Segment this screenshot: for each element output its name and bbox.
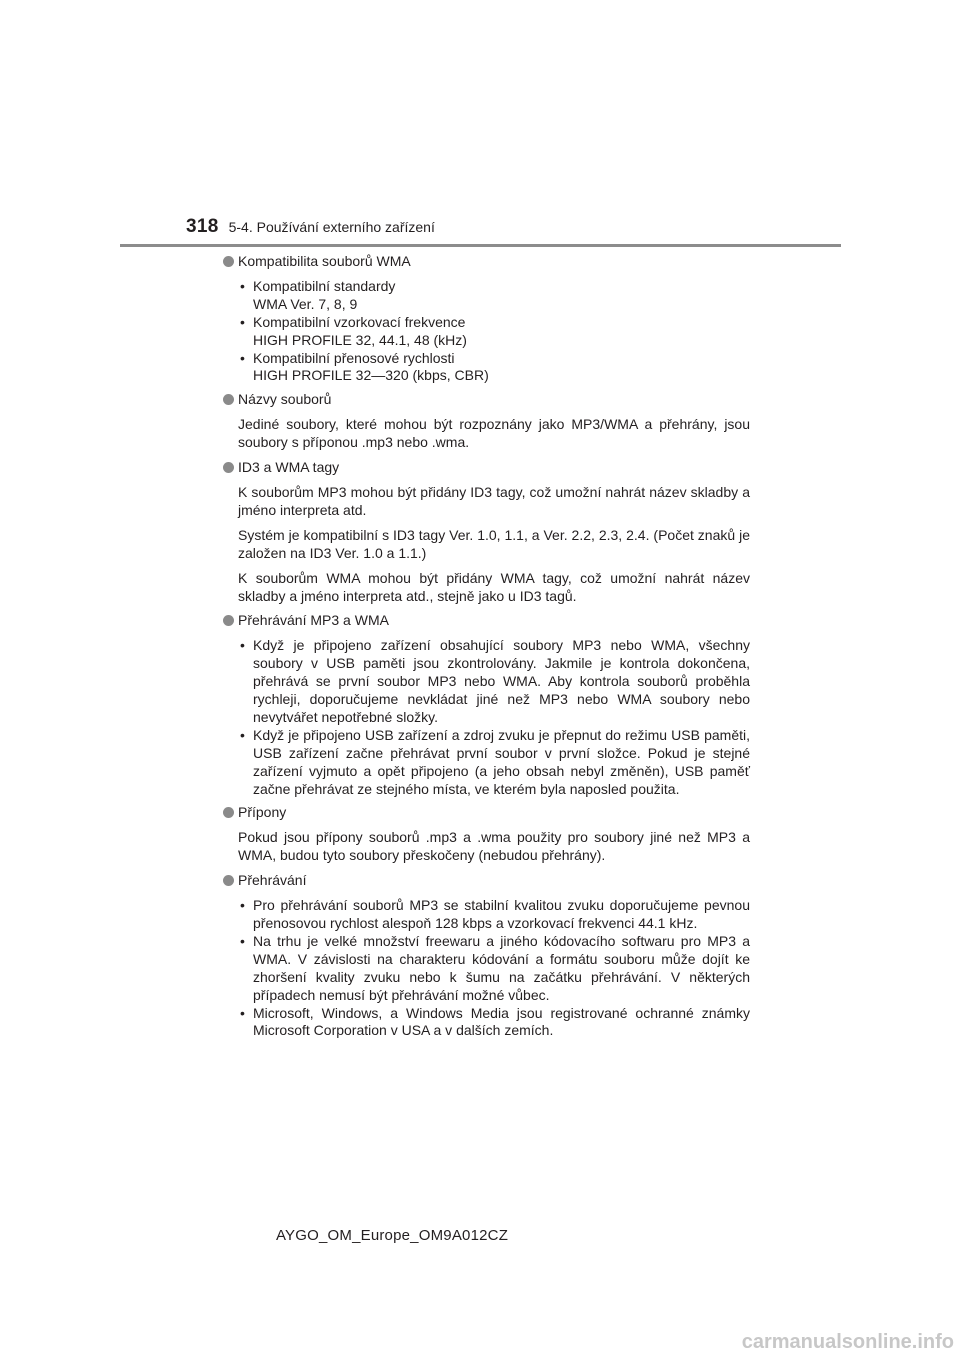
section-body <box>223 416 750 452</box>
section-playback <box>223 872 750 1040</box>
section-heading: Názvy souborů <box>223 391 750 409</box>
section-body <box>223 829 750 865</box>
section-body <box>223 278 750 385</box>
list-item: • Kompatibilní vzorkovací frekvence HIGH PROFILE 32, 44.1, 48 (kHz) <box>240 313 467 348</box>
section-body <box>223 637 750 798</box>
list-item: • Microsoft, Windows, a Windows Media jsou registrované ochranné známky Microsoft Corporation v USA a v dalších zemích. <box>240 1004 750 1039</box>
bullet-dot-icon: • <box>240 277 245 294</box>
circle-bullet-icon <box>223 462 234 473</box>
header-rule <box>120 244 841 247</box>
circle-bullet-icon <box>223 394 234 405</box>
circle-bullet-icon <box>223 256 234 267</box>
list-item: • Když je připojeno zařízení obsahující soubory MP3 nebo WMA, všechny soubory v USB paměti jsou zkontrolovány. Jakmile je kontrola dokončena, přehrává se první soubor MP3 nebo WMA. Aby kontrola souborů proběhla rychleji, doporučujeme nevkládat jiné než MP3 nebo WMA soubory nebo nevytvářet nepotřebné složky. <box>240 637 750 725</box>
bullet-dot-icon: • <box>240 897 245 914</box>
bullet-dot-icon: • <box>240 1004 245 1021</box>
section-file-names <box>223 391 750 452</box>
section-mp3-wma-playback <box>223 612 750 798</box>
list-item: • Na trhu je velké množství freewaru a jiného kódovacího softwaru pro MP3 a WMA. V závislosti na charakteru kódování a formátu souboru může dojít ke zhoršení kvality zvuku nebo k šumu na začátku přehrávání. V některých případech nemusí být přehrávání možné vůbec. <box>240 932 750 1003</box>
section-wma-compatibility <box>223 253 750 385</box>
list-item: • Pro přehrávání souborů MP3 se stabilní kvalitou zvuku doporučujeme pevnou přenosovou rychlost alespoň 128 kbps a vzorkovací frekvenci 44.1 kHz. <box>240 897 750 931</box>
section-title: 5-4. Používání externího zařízení <box>228 219 435 235</box>
section-id3-wma-tags <box>223 459 750 605</box>
document-footer: AYGO_OM_Europe_OM9A012CZ <box>275 1227 509 1244</box>
paragraph: Systém je kompatibilní s ID3 tagy Ver. 1.0, 1.1, a Ver. 2.2, 2.3, 2.4. (Počet znaků je založen na ID3 Ver. 1.0 a 1.1.) <box>238 526 750 561</box>
section-body <box>223 484 750 605</box>
list-item: • Když je připojeno USB zařízení a zdroj zvuku je přepnut do režimu USB paměti, USB zařízení začne přehrávat první soubor v první složce. Pokud je stejné zařízení vyjmuto a opět připojeno (a jeho obsah nebyl změněn), USB paměť začne přehrávat ze stejného místa, ve kterém byla naposled použita. <box>240 726 750 797</box>
list-item: • Kompatibilní přenosové rychlosti HIGH PROFILE 32—320 (kbps, CBR) <box>240 349 489 384</box>
paragraph: Pokud jsou přípony souborů .mp3 a .wma použity pro soubory jiné než MP3 a WMA, budou tyto soubory přeskočeny (nebudou přehrány). <box>238 829 750 864</box>
paragraph: K souborům WMA mohou být přidány WMA tagy, což umožní nahrát název skladby a jméno interpreta atd., stejně jako u ID3 tagů. <box>238 569 750 604</box>
bullet-dot-icon: • <box>240 726 245 743</box>
paragraph: Jediné soubory, které mohou být rozpoznány jako MP3/WMA a přehrány, jsou soubory s příponou .mp3 nebo .wma. <box>238 416 750 451</box>
section-heading: Přípony <box>223 804 750 822</box>
circle-bullet-icon <box>223 807 234 818</box>
page-content <box>223 253 750 1040</box>
bullet-dot-icon: • <box>240 637 245 654</box>
list-item: • Kompatibilní standardy WMA Ver. 7, 8, 9 <box>240 277 396 312</box>
page-number: 318 <box>186 216 219 237</box>
circle-bullet-icon <box>223 875 234 886</box>
section-heading: Kompatibilita souborů WMA <box>223 253 750 271</box>
page-header <box>186 216 435 238</box>
bullet-dot-icon: • <box>240 932 245 949</box>
watermark: carmanualsonline.info <box>741 1331 954 1353</box>
paragraph: K souborům MP3 mohou být přidány ID3 tagy, což umožní nahrát název skladby a jméno interpreta atd. <box>238 483 750 518</box>
section-heading: Přehrávání <box>223 872 750 890</box>
bullet-dot-icon: • <box>240 349 245 366</box>
section-heading: Přehrávání MP3 a WMA <box>223 612 750 630</box>
section-extensions <box>223 804 750 865</box>
circle-bullet-icon <box>223 615 234 626</box>
section-body <box>223 897 750 1040</box>
bullet-dot-icon: • <box>240 313 245 330</box>
section-heading: ID3 a WMA tagy <box>223 459 750 477</box>
